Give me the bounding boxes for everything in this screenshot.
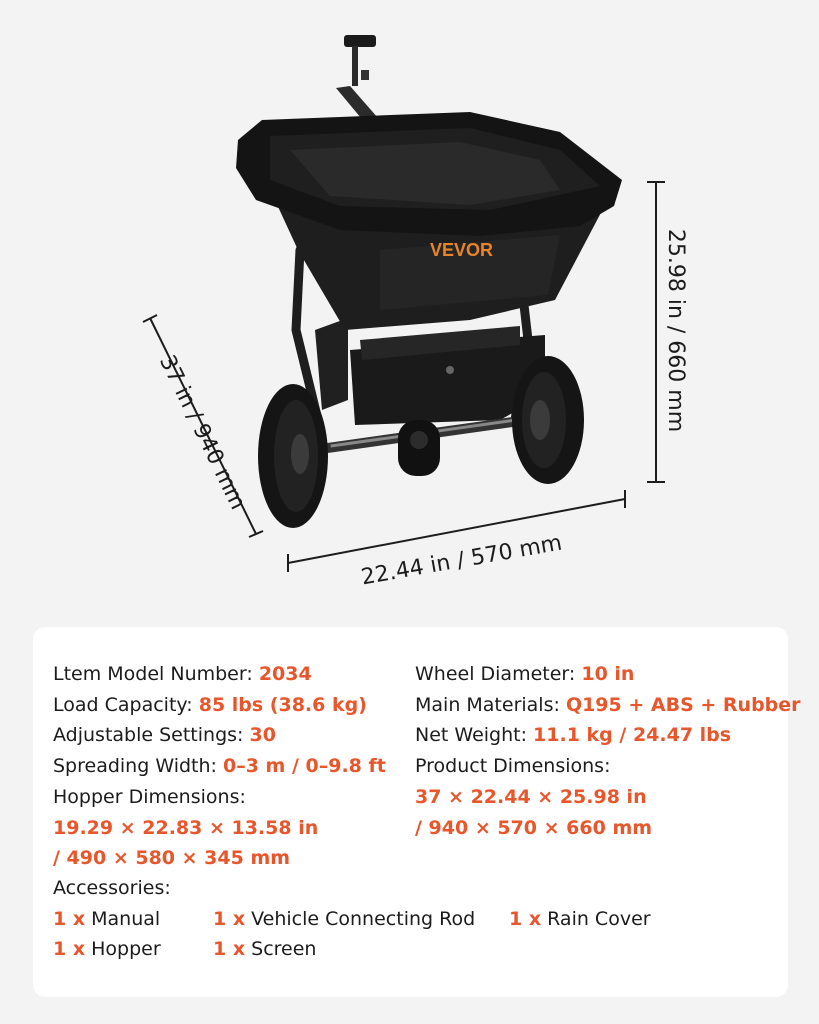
accessory-qty: 1 x bbox=[509, 908, 542, 930]
accessory-name: Screen bbox=[251, 938, 317, 960]
accessory-qty: 1 x bbox=[213, 908, 246, 930]
load-capacity-value: 85 lbs (38.6 kg) bbox=[198, 694, 367, 716]
model-number-label: Ltem Model Number: bbox=[53, 663, 253, 685]
hopper-dimensions-label: Hopper Dimensions: bbox=[53, 786, 246, 808]
product-dimensions-value-in: 37 × 22.44 × 25.98 in bbox=[415, 786, 647, 808]
spec-card bbox=[33, 627, 801, 997]
right-wheel bbox=[512, 356, 584, 484]
wheel-diameter-value: 10 in bbox=[581, 663, 635, 685]
main-materials-value: Q195 + ABS + Rubber bbox=[565, 694, 801, 716]
accessory-name: Hopper bbox=[91, 938, 161, 960]
accessories-label: Accessories: bbox=[53, 877, 171, 899]
height-dimension-label: 25.98 in / 660 mm bbox=[663, 228, 689, 433]
spreading-width-label: Spreading Width: bbox=[53, 755, 217, 777]
load-capacity-label: Load Capacity: bbox=[53, 694, 193, 716]
accessory-name: Vehicle Connecting Rod bbox=[251, 908, 476, 930]
vevor-logo: VEVOR bbox=[430, 240, 494, 260]
accessory-item bbox=[509, 907, 651, 931]
left-wheel bbox=[258, 384, 328, 528]
main-materials-label: Main Materials: bbox=[415, 694, 560, 716]
accessory-item bbox=[213, 907, 475, 931]
depth-dimension-label: 37 in / 940 mm bbox=[154, 351, 251, 514]
hopper-dimensions-value-in: 19.29 × 22.83 × 13.58 in bbox=[53, 817, 319, 839]
adjustable-settings-row bbox=[53, 723, 276, 747]
main-materials-row bbox=[415, 693, 801, 717]
wheel-diameter-label: Wheel Diameter: bbox=[415, 663, 576, 685]
accessory-name: Rain Cover bbox=[547, 908, 651, 930]
wheel-diameter-row bbox=[415, 662, 634, 686]
product-dimensions-label: Product Dimensions: bbox=[415, 755, 611, 777]
net-weight-value: 11.1 kg / 24.47 lbs bbox=[533, 724, 732, 746]
spreading-width-row bbox=[53, 754, 386, 778]
adjustable-settings-value: 30 bbox=[249, 724, 276, 746]
model-number-row bbox=[53, 662, 312, 686]
width-dimension-label: 22.44 in / 570 mm bbox=[359, 530, 564, 591]
accessory-item bbox=[53, 907, 160, 931]
accessory-qty: 1 x bbox=[53, 908, 86, 930]
net-weight-label: Net Weight: bbox=[415, 724, 527, 746]
load-capacity-row bbox=[53, 693, 367, 717]
net-weight-row bbox=[415, 723, 731, 747]
hopper-dimensions-value-mm: / 490 × 580 × 345 mm bbox=[53, 847, 291, 869]
model-number-value: 2034 bbox=[258, 663, 312, 685]
accessory-qty: 1 x bbox=[213, 938, 246, 960]
accessory-item bbox=[213, 937, 316, 961]
spreading-width-value: 0–3 m / 0–9.8 ft bbox=[222, 755, 386, 777]
handle bbox=[336, 35, 378, 124]
adjustable-settings-label: Adjustable Settings: bbox=[53, 724, 244, 746]
product-dimensions-value-mm: / 940 × 570 × 660 mm bbox=[415, 817, 653, 839]
accessory-qty: 1 x bbox=[53, 938, 86, 960]
accessory-name: Manual bbox=[91, 908, 161, 930]
accessory-item bbox=[53, 937, 161, 961]
